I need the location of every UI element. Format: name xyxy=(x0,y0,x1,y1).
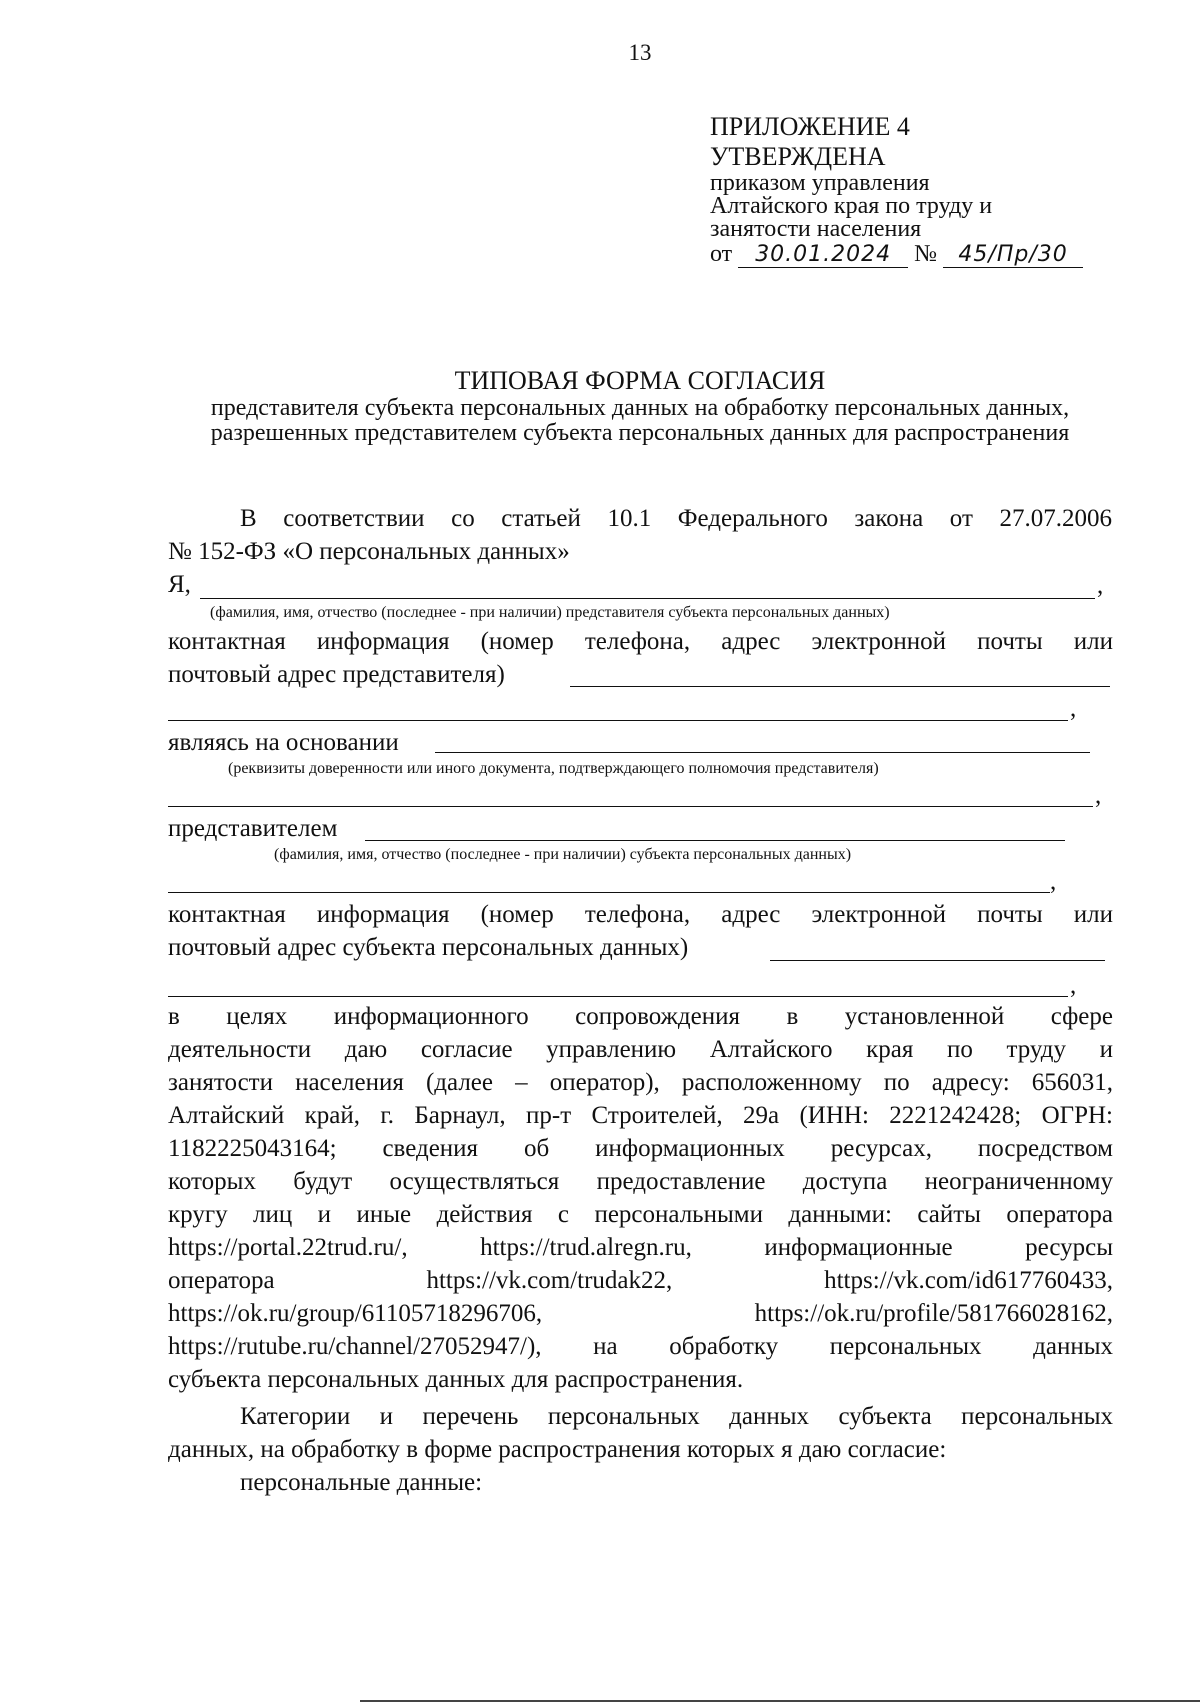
body-line: оператора https://vk.com/trudak22, https://vk.com/id617760433, xyxy=(168,1267,1113,1294)
basis-document-field[interactable] xyxy=(435,752,1090,753)
number-label: № xyxy=(914,241,938,267)
subject-name-note: (фамилия, имя, отчество (последнее - при наличии) субъекта персональных данных) xyxy=(274,846,852,863)
categories-line-1: Категории и перечень персональных данных субъекта персональных xyxy=(240,1403,1113,1430)
comma: , xyxy=(1095,782,1102,809)
comma: , xyxy=(1097,572,1104,599)
personal-data-label: персональные данные: xyxy=(240,1469,483,1496)
intro-line-1: В соответствии со статьей 10.1 Федерального закона от 27.07.2006 xyxy=(240,505,1112,532)
representative-name-field[interactable] xyxy=(200,598,1095,599)
order-number: 45/Пр/30 xyxy=(943,243,1083,268)
body-line: в целях информационного сопровождения в установленной сфере xyxy=(168,1003,1113,1030)
basis-label: являясь на основании xyxy=(168,729,399,756)
subject-contact-field-2[interactable] xyxy=(168,996,1068,997)
from-label: от xyxy=(710,241,733,267)
order-line-3: занятости населения xyxy=(710,216,922,242)
approved-label: УТВЕРЖДЕНА xyxy=(710,142,886,171)
body-line: кругу лиц и иные действия с персональными данными: сайты оператора xyxy=(168,1201,1113,1228)
order-line-2: Алтайского края по труду и xyxy=(710,193,993,219)
representative-contact-field-2[interactable] xyxy=(168,720,1068,721)
body-line: которых будут осуществляться предоставление доступа неограниченному xyxy=(168,1168,1113,1195)
basis-note: (реквизиты доверенности или иного документа, подтверждающего полномочия представителя) xyxy=(228,760,879,777)
subject-name-field[interactable] xyxy=(365,840,1065,841)
body-line: деятельности даю согласие управлению Алтайского края по труду и xyxy=(168,1036,1113,1063)
comma: , xyxy=(1070,695,1077,722)
contact-rep-line-1: контактная информация (номер телефона, адрес электронной почты или xyxy=(168,628,1113,655)
body-line: https://ok.ru/group/61105718296706, https://ok.ru/profile/581766028162, xyxy=(168,1300,1113,1327)
subject-name-field-2[interactable] xyxy=(168,892,1050,893)
form-subtitle: представителя субъекта персональных данных на обработку персональных данных, разрешенных представителем субъекта персональных данных для распространения xyxy=(210,395,1070,446)
comma: , xyxy=(1050,868,1057,895)
representative-name-note: (фамилия, имя, отчество (последнее - при наличии) представителя субъекта персональных данных) xyxy=(210,604,890,621)
order-line-1: приказом управления xyxy=(710,170,930,196)
categories-line-2: данных, на обработку в форме распространения которых я даю согласие: xyxy=(168,1436,947,1463)
appendix-block xyxy=(710,112,1083,268)
body-line: Алтайский край, г. Барнаул, пр-т Строителей, 29а (ИНН: 2221242428; ОГРН: xyxy=(168,1102,1113,1129)
order-date: 30.01.2024 xyxy=(738,243,908,268)
subject-contact-field[interactable] xyxy=(770,960,1105,961)
contact-subj-line-1: контактная информация (номер телефона, адрес электронной почты или xyxy=(168,901,1113,928)
page-bottom-edge xyxy=(360,1700,1200,1702)
form-title: ТИПОВАЯ ФОРМА СОГЛАСИЯ xyxy=(454,366,826,395)
appendix-title: ПРИЛОЖЕНИЕ 4 xyxy=(710,112,910,141)
intro-line-2: № 152-ФЗ «О персональных данных» xyxy=(168,538,570,565)
body-line: занятости населения (далее – оператор), расположенному по адресу: 656031, xyxy=(168,1069,1113,1096)
contact-rep-line-2: почтовый адрес представителя) xyxy=(168,661,505,688)
ya-label: Я, xyxy=(168,571,191,598)
page-number: 13 xyxy=(628,40,652,65)
order-date-line xyxy=(710,243,1083,268)
body-line: 1182225043164; сведения об информационных ресурсах, посредством xyxy=(168,1135,1113,1162)
basis-document-field-2[interactable] xyxy=(168,806,1093,807)
body-line: субъекта персональных данных для распространения. xyxy=(168,1366,744,1393)
body-line: https://portal.22trud.ru/, https://trud.alregn.ru, информационные ресурсы xyxy=(168,1234,1113,1261)
comma: , xyxy=(1070,972,1077,999)
representative-contact-field[interactable] xyxy=(570,686,1110,687)
body-line: https://rutube.ru/channel/27052947/), на обработку персональных данных xyxy=(168,1333,1113,1360)
representative-label: представителем xyxy=(168,815,338,842)
contact-subj-line-2: почтовый адрес субъекта персональных данных) xyxy=(168,934,689,961)
